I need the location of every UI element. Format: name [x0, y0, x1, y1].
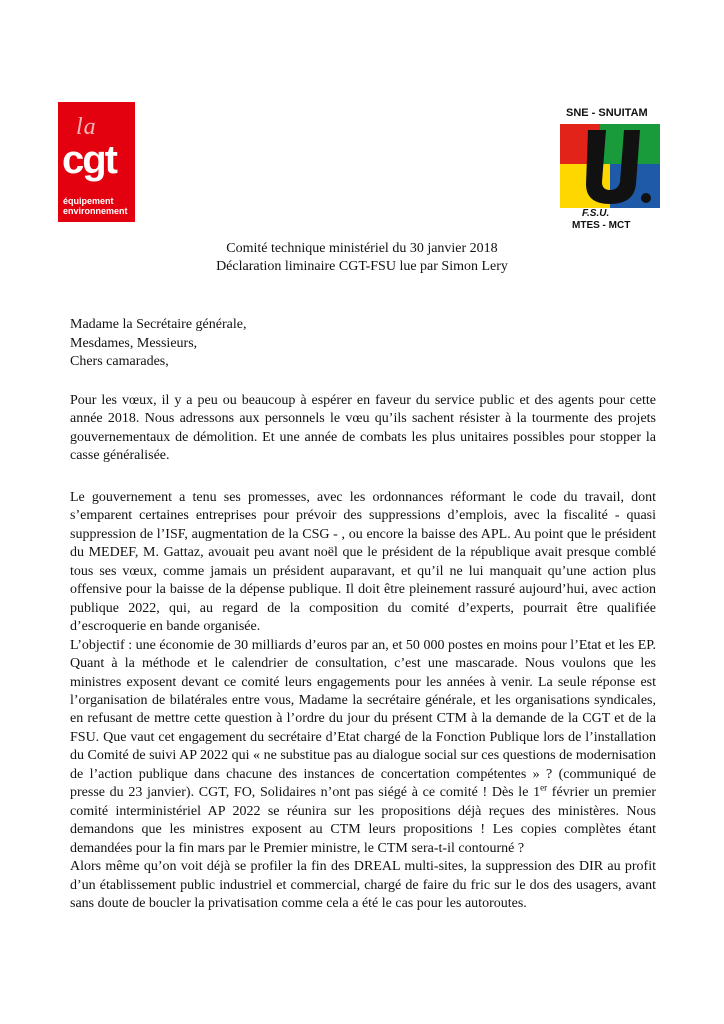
body-text — [70, 489, 656, 913]
paragraph-wishes: Pour les vœux, il y a peu ou beaucoup à espérer en faveur du service public et des agents pour cette année 2018. Nous adressons aux personnels le vœu qu’ils sachent résister à la tourmente des projets gouvernementaux de démolition. Et une année de combats les plus unitaires possibles pour stopper la casse généralisée. — [70, 393, 656, 464]
cgt-logo — [58, 102, 135, 222]
cgt-logo-subtitle — [63, 196, 128, 216]
cgt-logo-line1: équipement — [63, 196, 114, 206]
sne-logo-fsu-text: F.S.U. — [582, 208, 610, 219]
document-title: Comité technique ministériel du 30 janvier 2018 — [226, 241, 498, 256]
sne-logo-bottom-text: MTES - MCT — [572, 220, 631, 231]
paragraph-dreal: Alors même qu’on voit déjà se profiler la fin des DREAL multi-sites, la suppression des DIR au profit d’un établissement public industriel et commercial, chargé de faire du fric sur le dos des usagers, avant sans doute de boucler la privatisation comme cela a été le cas pour les autoroutes. — [70, 859, 656, 911]
paragraph-objective — [70, 637, 656, 858]
cgt-logo-name: cgt — [62, 138, 116, 182]
ordinal-superscript: er — [540, 782, 548, 793]
document-subtitle: Déclaration liminaire CGT-FSU lue par Simon Lery — [216, 259, 508, 274]
salutation-line: Madame la Secrétaire générale, — [70, 317, 247, 332]
salutation-line: Chers camarades, — [70, 354, 169, 369]
salutation — [70, 316, 246, 372]
cgt-logo-line2: environnement — [63, 206, 128, 216]
salutation-line: Mesdames, Messieurs, — [70, 335, 198, 351]
sne-fsu-logo — [560, 107, 660, 235]
paragraph-government: Le gouvernement a tenu ses promesses, avec les ordonnances réformant le code du travail, dont s’emparent certaines entreprises pour prévoir des suppressions d’emplois, avec la fiscalité - quasi suppression de l’ISF, augmentation de la CSG - , ou encore la baisse des APL. Au point que le président du MEDEF, M. Gattaz, avouait peu avant noël que le président de la république avait presque comblé tous ses vœux, comme jamais un président auparavant, et qu’il ne lui manquait qu’une action plus offensive pour la baisse de la dépense publique. Il doit être pleinement rassuré aujourd’hui, avec action publique 2022, qui, au regard de la composition du comité d’experts, pourrait être qualifiée d’escroquerie en bande organisée. — [70, 490, 656, 635]
paragraph-objective-text: L’objectif : une économie de 30 milliards d’euros par an, et 50 000 postes en moins pour l’Etat et les EP. Quant à la méthode et le calendrier de consultation, c’est une mascarade. Nous voulons que les ministres exposent devant ce comité leurs engagements pour les années à venir. La seule réponse est l’organisation de bilatérales entre vous, Madame la secrétaire générale, et les organisations syndicales, en refusant de mettre cette question à l’ordre du jour du présent CTM à la demande de la CGT et de la FSU. Que vaut cet engagement du secrétaire d’Etat chargé de la Fonction Publique lors de l’installation du Comité de suivi AP 2022 qui « ne substitue pas au dialogue social sur ces questions de modernisation de l’action publique dans chacune des instances de concertation compétentes » ? (communiqué de presse du 23 janvier). CGT, FO, Solidaires n’ont pas siégé à ce comité ! Dès le 1 — [70, 637, 656, 801]
cgt-logo-script: la — [76, 114, 97, 140]
sne-logo-top-text: SNE - SNUITAM — [566, 107, 648, 119]
fsu-u-icon — [560, 124, 660, 208]
paragraph-objective-text-rest: février un premier comité interministériel AP 2022 se réunira sur les propositions déjà reçues des ministères. Nous demandons que les ministres exposent au CTM leurs propositions ! Les copies complètes étant demandées pour la fin mars par le Premier ministre, le CTM sera-t-il contourné ? — [70, 785, 657, 856]
